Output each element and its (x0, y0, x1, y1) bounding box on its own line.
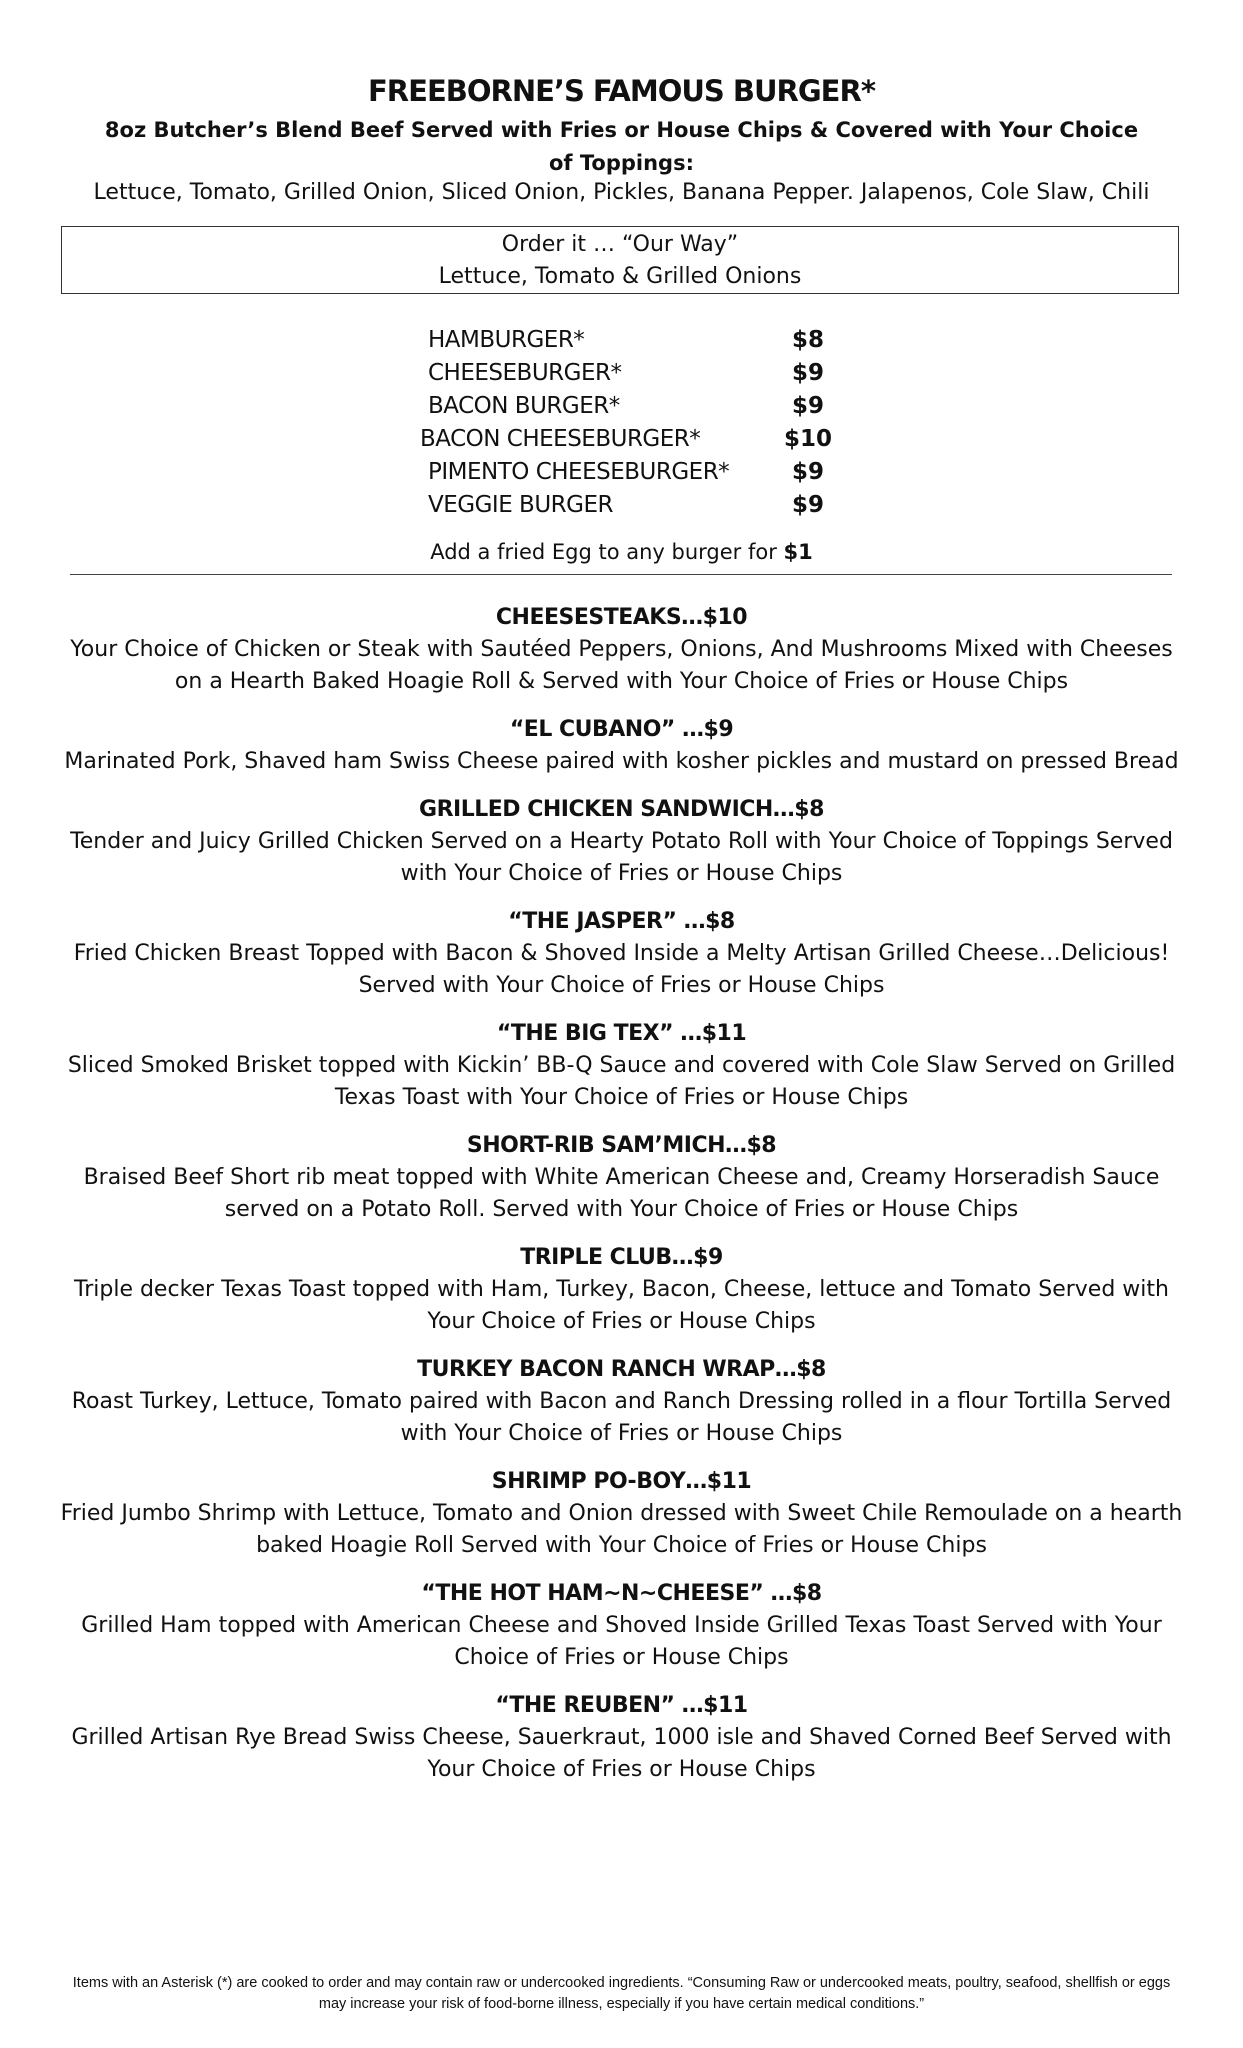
add-egg-note (0, 540, 1243, 564)
burger-price: $9 (792, 492, 825, 518)
our-way-heading: Order it … “Our Way” (501, 232, 739, 257)
menu-item (60, 1578, 1183, 1674)
menu-item (60, 1354, 1183, 1450)
menu-item-description: Sliced Smoked Brisket topped with Kickin’ BB-Q Sauce and covered with Cole Slaw Served on Grilled Texas Toast with Your Choice of Fries or House Chips (67, 1053, 1176, 1110)
our-way-description: Lettuce, Tomato & Grilled Onions (438, 264, 802, 289)
sandwich-list (60, 602, 1183, 1802)
menu-item-title: GRILLED CHICKEN SANDWICH…$8 (419, 797, 824, 822)
burger-section-subtitle: 8oz Butcher’s Blend Beef Served with Fries or House Chips & Covered with Your Choice of Toppings: (104, 118, 1139, 175)
menu-item-title: “THE HOT HAM~N~CHEESE” …$8 (421, 1581, 822, 1606)
menu-item (60, 1242, 1183, 1338)
burger-price: $9 (792, 393, 825, 419)
menu-item (60, 1690, 1183, 1786)
menu-item-description: Triple decker Texas Toast topped with Ham, Turkey, Bacon, Cheese, lettuce and Tomato Served with Your Choice of Fries or House Chips (74, 1277, 1169, 1334)
menu-item (60, 906, 1183, 1002)
add-egg-price: $1 (783, 540, 813, 564)
burger-row (420, 360, 840, 393)
menu-item-description: Tender and Juicy Grilled Chicken Served on a Hearty Potato Roll with Your Choice of Toppings Served with Your Choice of Fries or House Chips (70, 829, 1173, 886)
menu-item-title: CHEESESTEAKS…$10 (495, 605, 748, 630)
burger-row (420, 426, 840, 459)
menu-item (60, 794, 1183, 890)
menu-item-description: Your Choice of Chicken or Steak with Sautéed Peppers, Onions, And Mushrooms Mixed with Cheeses on a Hearth Baked Hoagie Roll & Served with Your Choice of Fries or House Chips (70, 637, 1173, 694)
menu-item-title: “THE REUBEN” …$11 (495, 1693, 748, 1718)
menu-item-description: Fried Chicken Breast Topped with Bacon & Shoved Inside a Melty Artisan Grilled Cheese…Delicious! Served with Your Choice of Fries or House Chips (73, 941, 1170, 998)
our-way-box (61, 226, 1179, 294)
menu-item-description: Grilled Artisan Rye Bread Swiss Cheese, Sauerkraut, 1000 isle and Shaved Corned Beef Served with Your Choice of Fries or House Chips (71, 1725, 1172, 1782)
menu-item-title: TRIPLE CLUB…$9 (520, 1245, 723, 1270)
burger-name: BACON BURGER* (428, 393, 620, 419)
menu-item-description: Fried Jumbo Shrimp with Lettuce, Tomato and Onion dressed with Sweet Chile Remoulade on a hearth baked Hoagie Roll Served with Your Choice of Fries or House Chips (60, 1501, 1183, 1558)
burger-name: BACON CHEESEBURGER* (420, 426, 701, 452)
burger-section-title: FREEBORNE’S FAMOUS BURGER* (368, 74, 875, 108)
menu-item (60, 1130, 1183, 1226)
burger-row (420, 393, 840, 426)
add-egg-text: Add a fried Egg to any burger for (430, 540, 777, 564)
menu-item (60, 714, 1183, 778)
menu-item-description: Braised Beef Short rib meat topped with White American Cheese and, Creamy Horseradish Sauce served on a Potato Roll. Served with Your Choice of Fries or House Chips (83, 1165, 1160, 1222)
menu-item (60, 1018, 1183, 1114)
toppings-list: Lettuce, Tomato, Grilled Onion, Sliced Onion, Pickles, Banana Pepper. Jalapenos, Cole Slaw, Chili (93, 180, 1150, 205)
burger-row (420, 459, 840, 492)
burger-row (420, 327, 840, 360)
menu-item-title: TURKEY BACON RANCH WRAP…$8 (417, 1357, 826, 1382)
burger-price: $9 (792, 360, 825, 386)
menu-item-title: SHORT-RIB SAM’MICH…$8 (466, 1133, 777, 1158)
menu-item (60, 602, 1183, 698)
menu-item (60, 1466, 1183, 1562)
menu-item-title: SHRIMP PO-BOY…$11 (491, 1469, 752, 1494)
burger-row (420, 492, 840, 525)
menu-item-title: “THE JASPER” …$8 (508, 909, 735, 934)
burger-price: $8 (792, 327, 825, 353)
burger-name: PIMENTO CHEESEBURGER* (428, 459, 730, 485)
burger-price-list (420, 327, 840, 525)
burger-price: $10 (784, 426, 833, 452)
menu-item-title: “EL CUBANO” …$9 (509, 717, 734, 742)
burger-name: HAMBURGER* (428, 327, 585, 353)
section-divider (70, 574, 1172, 575)
menu-item-description: Roast Turkey, Lettuce, Tomato paired with Bacon and Ranch Dressing rolled in a flour Tortilla Served with Your Choice of Fries or House Chips (71, 1389, 1172, 1446)
raw-food-disclaimer: Items with an Asterisk (*) are cooked to order and may contain raw or undercooked ingredients. “Consuming Raw or undercooked meats, poultry, seafood, shellfish or eggs may increase your risk of food-borne illness, especially if you have certain medical conditions.” (72, 1975, 1171, 2012)
burger-name: VEGGIE BURGER (428, 492, 613, 518)
burger-name: CHEESEBURGER* (428, 360, 622, 386)
burger-price: $9 (792, 459, 825, 485)
menu-item-description: Grilled Ham topped with American Cheese and Shoved Inside Grilled Texas Toast Served with Your Choice of Fries or House Chips (81, 1613, 1162, 1670)
menu-item-description: Marinated Pork, Shaved ham Swiss Cheese paired with kosher pickles and mustard on pressed Bread (64, 749, 1179, 774)
menu-item-title: “THE BIG TEX” …$11 (496, 1021, 747, 1046)
